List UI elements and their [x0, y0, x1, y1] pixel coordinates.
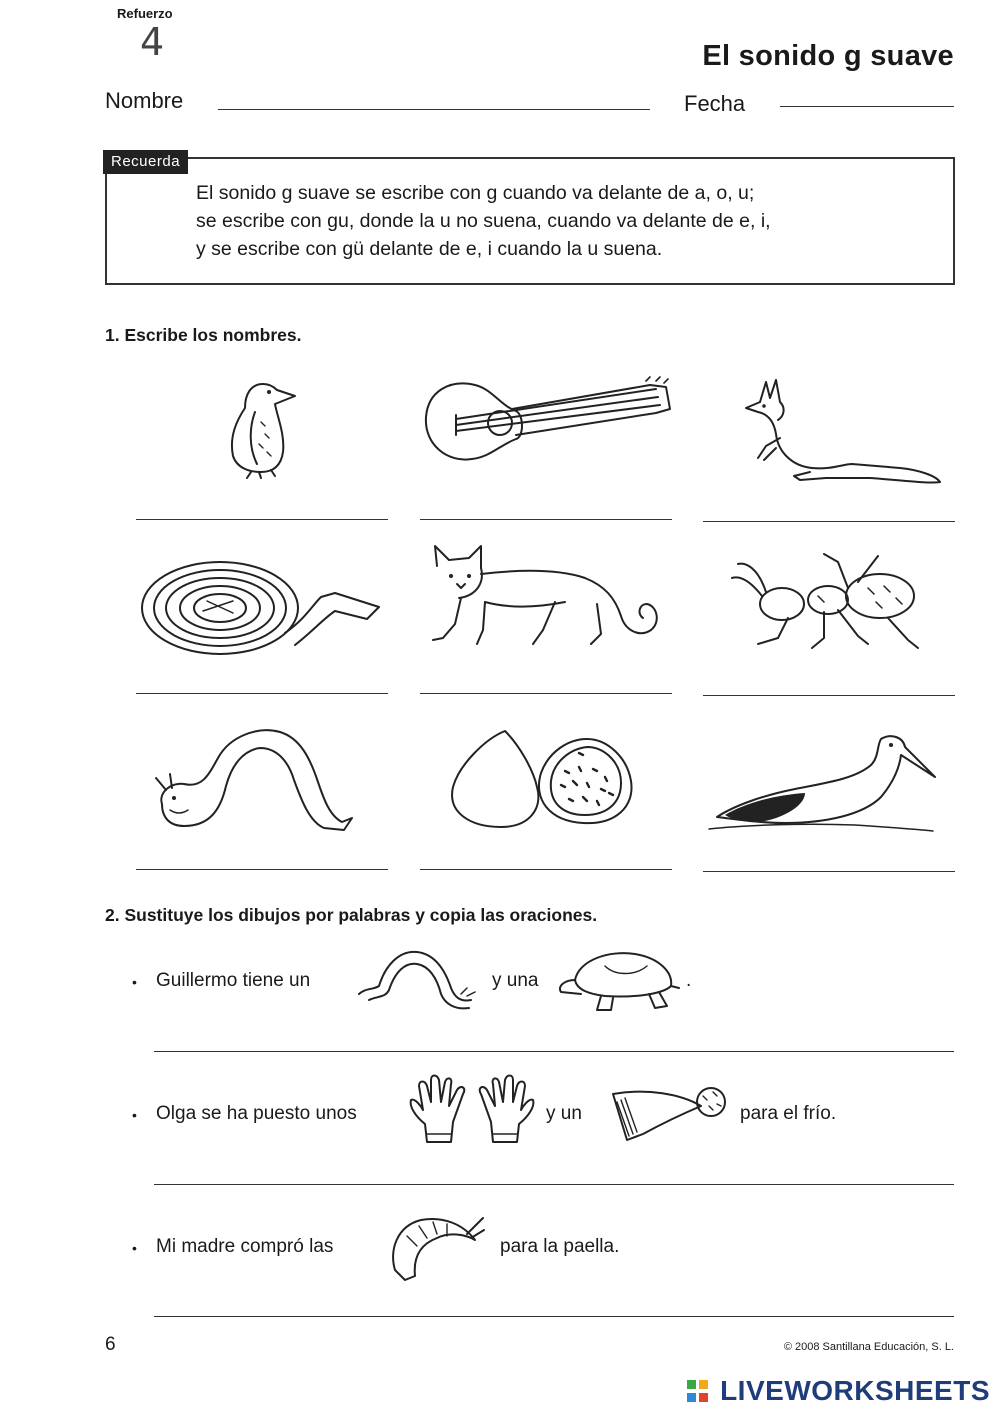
hose-icon: [135, 553, 385, 663]
nombre-field[interactable]: [218, 109, 650, 110]
penguin-icon: [215, 372, 305, 482]
unit-number: 4: [140, 20, 165, 64]
turtle-icon: [555, 946, 685, 1018]
nombre-label: Nombre: [105, 88, 184, 113]
guitar-icon: [420, 375, 675, 470]
rule-line-2: se escribe con gu, donde la u no suena, cuando va delante de e, i,: [196, 210, 771, 232]
page-title: El sonido g suave: [702, 40, 954, 72]
shrimp-icon: [385, 1210, 485, 1285]
caterpillar-icon: [355, 944, 485, 1014]
refuerzo-label: Refuerzo: [117, 6, 173, 21]
gloves-icon: [405, 1072, 540, 1147]
fecha-field[interactable]: [780, 106, 954, 107]
sentence-3-before: Mi madre compró las: [156, 1236, 334, 1257]
stork-icon: [705, 725, 940, 837]
answer-line-5[interactable]: [420, 693, 672, 694]
sentence-1-before: Guillermo tiene un: [156, 970, 311, 991]
cat-icon: [425, 540, 665, 655]
sentence-2-write-line[interactable]: [154, 1184, 954, 1185]
sentence-3-after: para la paella.: [500, 1236, 620, 1257]
answer-line-9[interactable]: [703, 871, 955, 872]
exercise1-heading: 1. Escribe los nombres.: [105, 325, 302, 345]
sentence-2-after: para el frío.: [740, 1103, 837, 1124]
sentence-1-middle: y una: [492, 970, 539, 991]
sentence-1-after: .: [686, 970, 692, 991]
sentence-2-middle: y un: [546, 1103, 582, 1124]
rule-line-1: El sonido g suave se escribe con g cuando va delante de a, o, u;: [196, 182, 755, 204]
bullet-1: •: [132, 974, 137, 990]
answer-line-1[interactable]: [136, 519, 388, 520]
answer-line-7[interactable]: [136, 869, 388, 870]
caterpillar-icon: [148, 722, 358, 832]
fig-icon: [445, 723, 645, 831]
ant-icon: [728, 548, 933, 653]
bullet-2: •: [132, 1107, 137, 1123]
liveworksheets-logo-icon: [686, 1378, 710, 1406]
copyright: © 2008 Santillana Educación, S. L.: [783, 1341, 954, 1353]
sentence-3-write-line[interactable]: [154, 1316, 954, 1317]
wool-hat-icon: [605, 1078, 730, 1150]
liveworksheets-brand[interactable]: LIVEWORKSHEETS: [720, 1375, 990, 1406]
kangaroo-icon: [740, 372, 945, 487]
answer-line-4[interactable]: [136, 693, 388, 694]
fecha-label: Fecha: [684, 91, 746, 116]
bullet-3: •: [132, 1240, 137, 1256]
sentence-1-write-line[interactable]: [154, 1051, 954, 1052]
sentence-2-before: Olga se ha puesto unos: [156, 1103, 357, 1124]
answer-line-2[interactable]: [420, 519, 672, 520]
recuerda-tag: Recuerda: [103, 150, 188, 174]
exercise2-heading: 2. Sustituye los dibujos por palabras y copia las oraciones.: [105, 905, 598, 925]
rule-line-3: y se escribe con gü delante de e, i cuando la u suena.: [196, 238, 663, 260]
answer-line-8[interactable]: [420, 869, 672, 870]
answer-line-6[interactable]: [703, 695, 955, 696]
page-number: 6: [105, 1334, 116, 1355]
answer-line-3[interactable]: [703, 521, 955, 522]
